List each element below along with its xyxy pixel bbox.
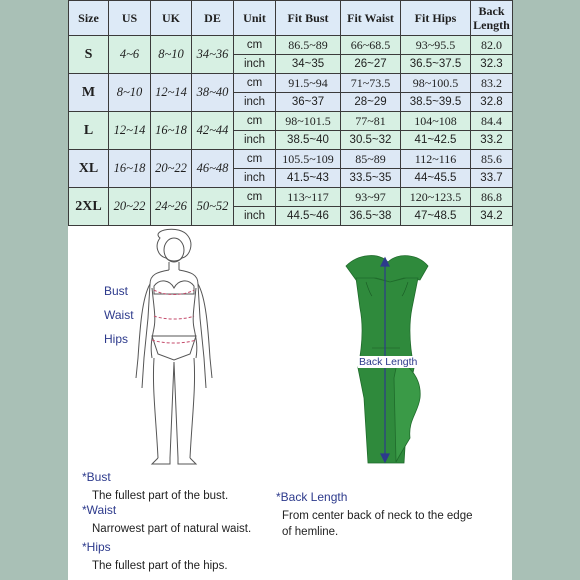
size-table xyxy=(68,0,513,226)
header-fit-waist: Fit Waist xyxy=(341,1,401,36)
back-cell: 34.2 xyxy=(471,207,513,226)
waist-cell: 28~29 xyxy=(341,93,401,112)
waist-cell: 66~68.5 xyxy=(341,36,401,55)
hips-cell: 44~45.5 xyxy=(401,169,471,188)
back-cell: 32.3 xyxy=(471,55,513,74)
hips-label: Hips xyxy=(104,332,129,346)
unit-cell: cm xyxy=(234,74,276,93)
body-figure-illustration xyxy=(130,228,220,468)
unit-cell: inch xyxy=(234,93,276,112)
bust-note-title: *Bust xyxy=(82,470,111,484)
us-cell: 4~6 xyxy=(109,36,151,74)
back-cell: 32.8 xyxy=(471,93,513,112)
bust-label: Bust xyxy=(104,284,129,298)
table-header-row xyxy=(69,1,513,36)
hips-cell: 104~108 xyxy=(401,112,471,131)
hips-cell: 41~42.5 xyxy=(401,131,471,150)
bust-cell: 98~101.5 xyxy=(276,112,341,131)
hips-cell: 98~100.5 xyxy=(401,74,471,93)
de-cell: 34~36 xyxy=(192,36,234,74)
back-cell: 33.7 xyxy=(471,169,513,188)
waist-note-body: Narrowest part of natural waist. xyxy=(92,523,252,535)
hips-cell: 120~123.5 xyxy=(401,188,471,207)
waist-cell: 30.5~32 xyxy=(341,131,401,150)
bust-cell: 113~117 xyxy=(276,188,341,207)
back-length-note-body xyxy=(282,508,473,540)
unit-cell: inch xyxy=(234,131,276,150)
back-length-note-line2: of hemline. xyxy=(282,526,339,538)
table-row xyxy=(69,188,513,207)
hips-cell: 112~116 xyxy=(401,150,471,169)
back-cell: 83.2 xyxy=(471,74,513,93)
uk-cell: 16~18 xyxy=(151,112,192,150)
bust-cell: 41.5~43 xyxy=(276,169,341,188)
us-cell: 8~10 xyxy=(109,74,151,112)
size-cell: S xyxy=(69,36,109,74)
unit-cell: cm xyxy=(234,112,276,131)
hips-note-body: The fullest part of the hips. xyxy=(92,560,228,572)
header-fit-bust: Fit Bust xyxy=(276,1,341,36)
size-cell: XL xyxy=(69,150,109,188)
waist-cell: 36.5~38 xyxy=(341,207,401,226)
waist-cell: 93~97 xyxy=(341,188,401,207)
us-cell: 20~22 xyxy=(109,188,151,226)
table-row xyxy=(69,112,513,131)
uk-cell: 24~26 xyxy=(151,188,192,226)
bust-cell: 36~37 xyxy=(276,93,341,112)
bust-cell: 38.5~40 xyxy=(276,131,341,150)
back-cell: 86.8 xyxy=(471,188,513,207)
bust-note-body: The fullest part of the bust. xyxy=(92,490,229,502)
us-cell: 12~14 xyxy=(109,112,151,150)
waist-cell: 71~73.5 xyxy=(341,74,401,93)
hips-note xyxy=(82,540,228,574)
size-cell: 2XL xyxy=(69,188,109,226)
size-cell: L xyxy=(69,112,109,150)
unit-cell: inch xyxy=(234,207,276,226)
unit-cell: cm xyxy=(234,150,276,169)
header-size: Size xyxy=(69,1,109,36)
header-de: DE xyxy=(192,1,234,36)
unit-cell: inch xyxy=(234,169,276,188)
hips-cell: 36.5~37.5 xyxy=(401,55,471,74)
header-back-length: Back Length xyxy=(471,1,513,36)
back-length-label: Back Length xyxy=(359,356,418,368)
bust-cell: 105.5~109 xyxy=(276,150,341,169)
size-cell: M xyxy=(69,74,109,112)
back-cell: 84.4 xyxy=(471,112,513,131)
hips-cell: 47~48.5 xyxy=(401,207,471,226)
back-length-note xyxy=(276,490,473,540)
uk-cell: 12~14 xyxy=(151,74,192,112)
de-cell: 38~40 xyxy=(192,74,234,112)
unit-cell: inch xyxy=(234,55,276,74)
waist-cell: 77~81 xyxy=(341,112,401,131)
hips-cell: 38.5~39.5 xyxy=(401,93,471,112)
back-cell: 33.2 xyxy=(471,131,513,150)
back-length-note-line1: From center back of neck to the edge xyxy=(282,510,473,522)
back-cell: 82.0 xyxy=(471,36,513,55)
table-row xyxy=(69,74,513,93)
bust-cell: 86.5~89 xyxy=(276,36,341,55)
unit-cell: cm xyxy=(234,188,276,207)
back-length-note-title: *Back Length xyxy=(276,490,348,504)
waist-cell: 26~27 xyxy=(341,55,401,74)
unit-cell: cm xyxy=(234,36,276,55)
de-cell: 50~52 xyxy=(192,188,234,226)
table-row xyxy=(69,36,513,55)
de-cell: 46~48 xyxy=(192,150,234,188)
hips-cell: 93~95.5 xyxy=(401,36,471,55)
header-unit: Unit xyxy=(234,1,276,36)
bust-cell: 44.5~46 xyxy=(276,207,341,226)
bust-cell: 34~35 xyxy=(276,55,341,74)
table-row xyxy=(69,150,513,169)
bust-note xyxy=(82,470,228,504)
uk-cell: 20~22 xyxy=(151,150,192,188)
bust-cell: 91.5~94 xyxy=(276,74,341,93)
waist-cell: 85~89 xyxy=(341,150,401,169)
back-cell: 85.6 xyxy=(471,150,513,169)
de-cell: 42~44 xyxy=(192,112,234,150)
header-fit-hips: Fit Hips xyxy=(401,1,471,36)
header-us: US xyxy=(109,1,151,36)
waist-note-title: *Waist xyxy=(82,503,117,517)
hips-note-title: *Hips xyxy=(82,540,111,554)
header-uk: UK xyxy=(151,1,192,36)
uk-cell: 8~10 xyxy=(151,36,192,74)
waist-cell: 33.5~35 xyxy=(341,169,401,188)
waist-note xyxy=(82,503,251,537)
waist-label: Waist xyxy=(104,308,134,322)
us-cell: 16~18 xyxy=(109,150,151,188)
